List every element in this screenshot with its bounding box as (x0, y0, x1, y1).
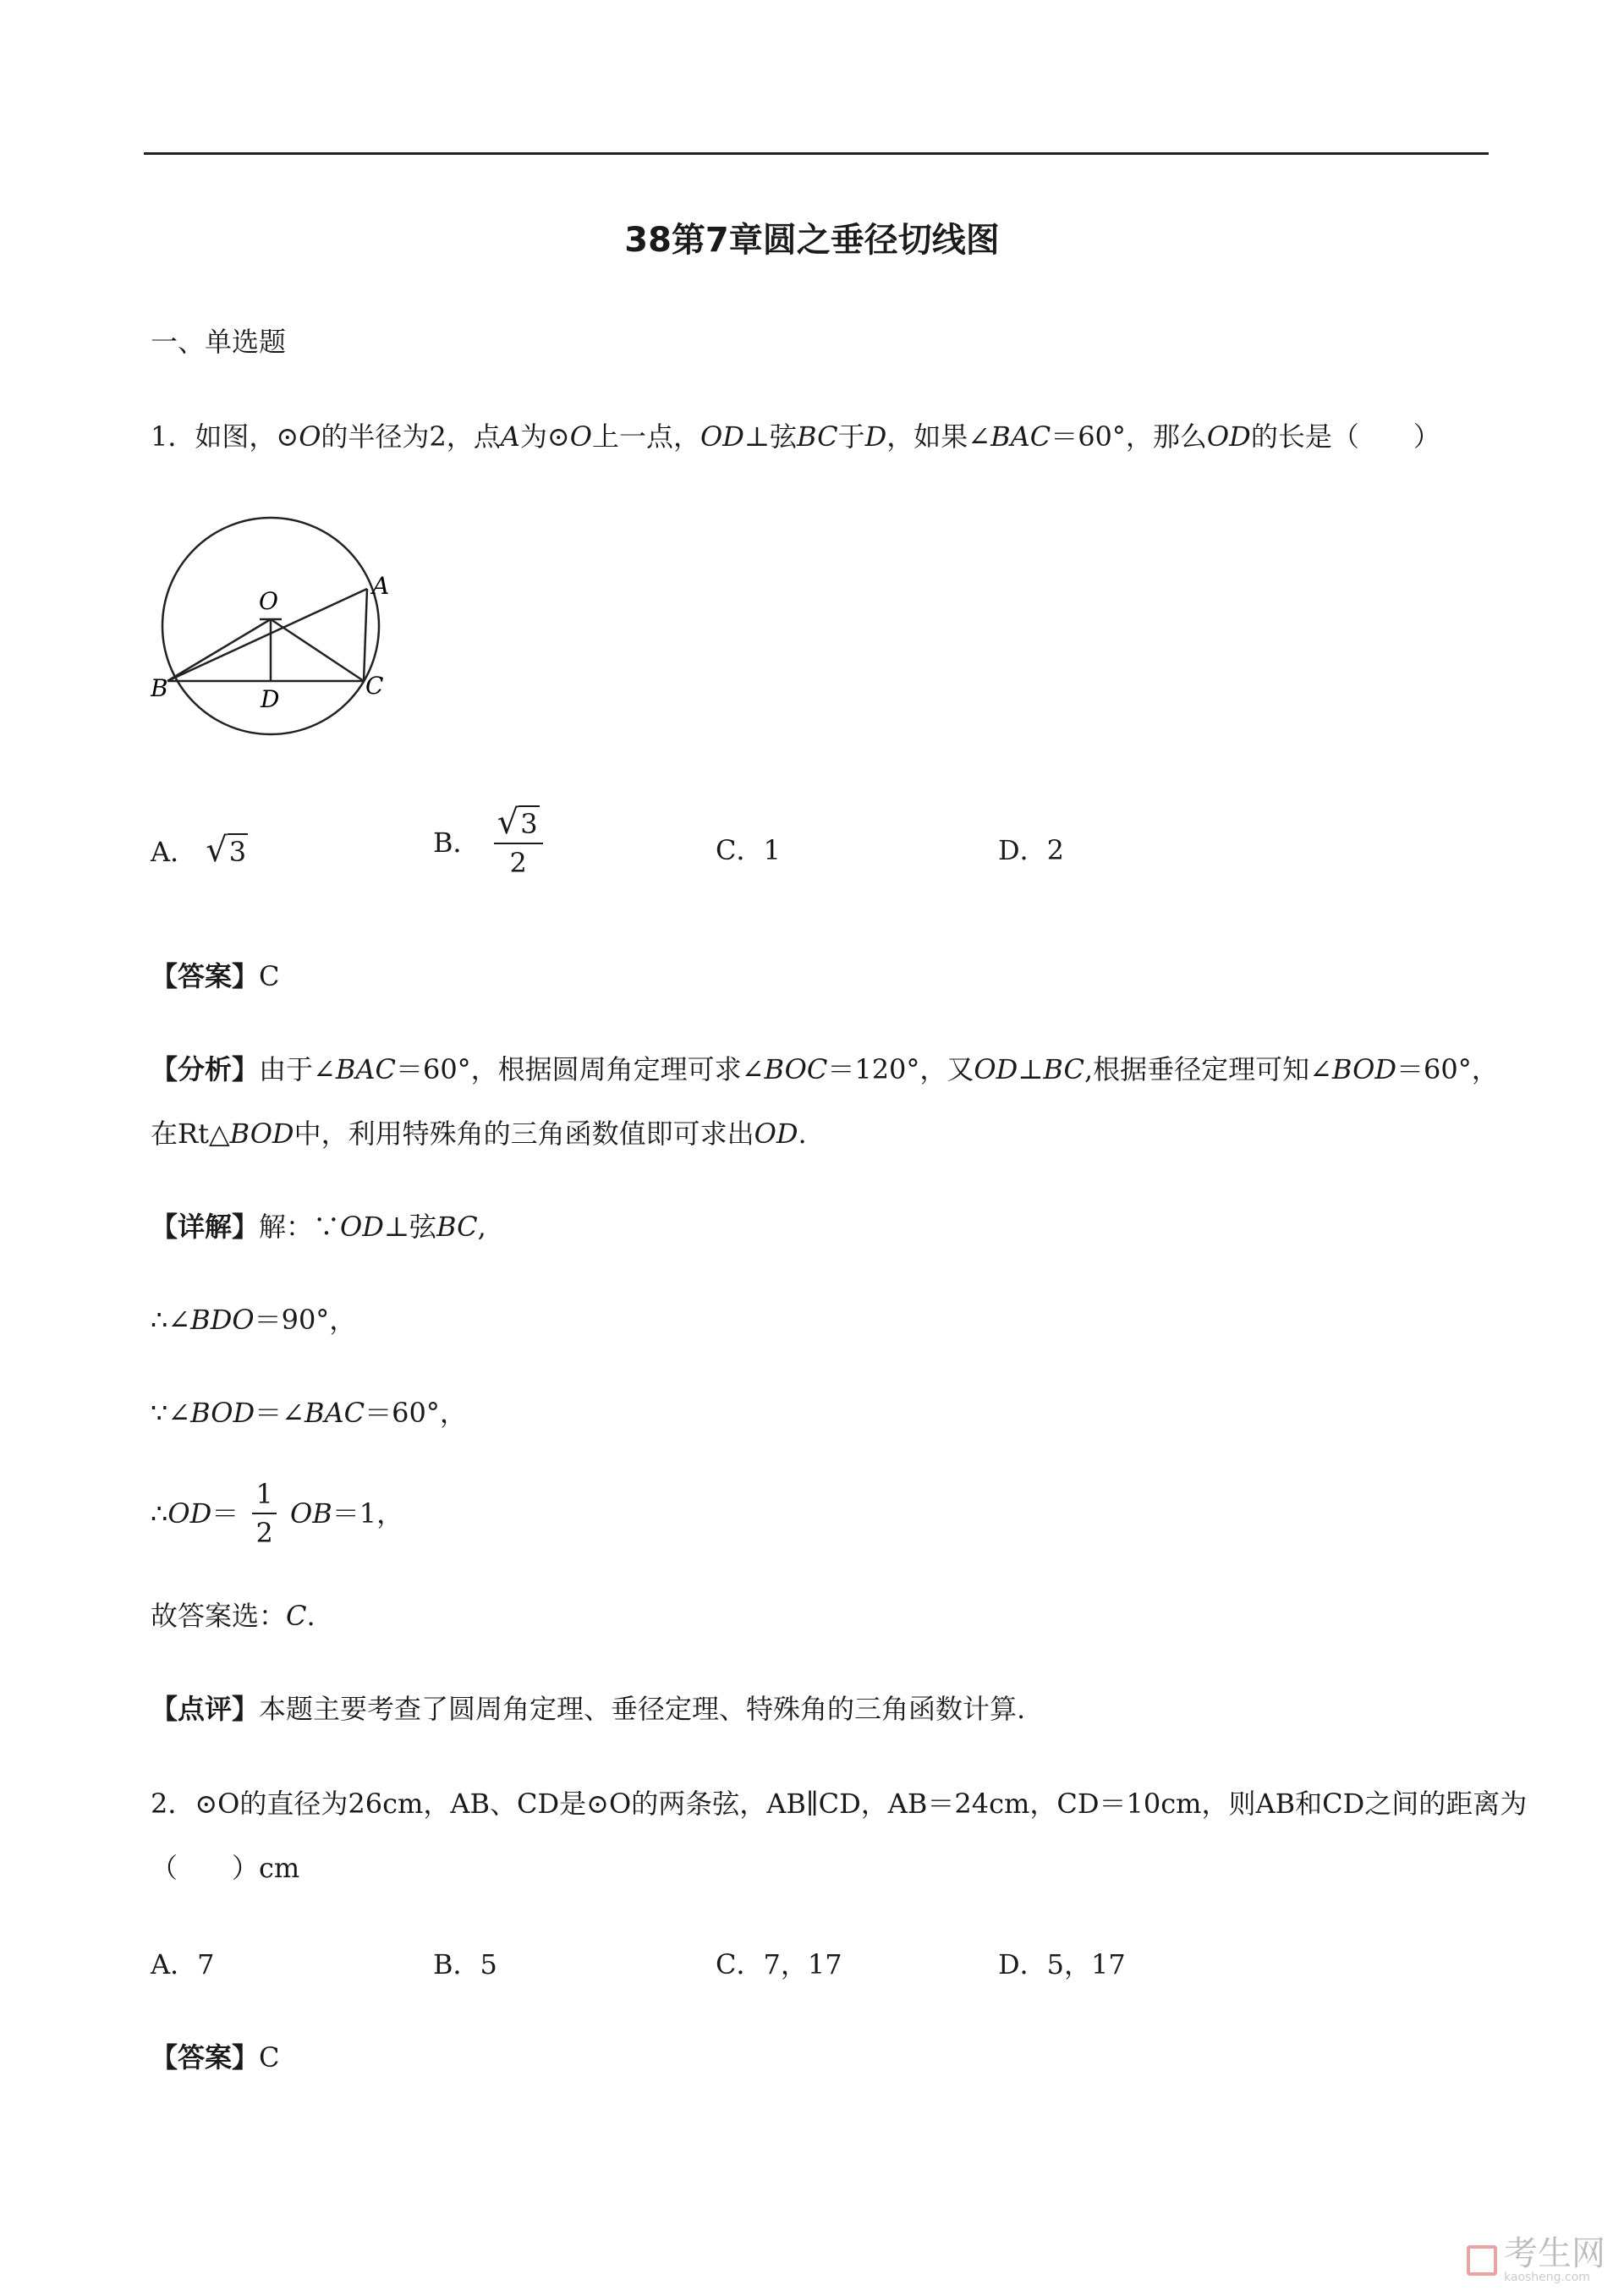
label-a: A (372, 572, 390, 600)
q1-option-d[interactable]: D．2 (998, 834, 1065, 866)
label-c: C (365, 672, 384, 700)
q2-option-d[interactable]: D．5，17 (998, 1948, 1126, 1980)
q1-option-a[interactable]: A． √ 3 (151, 831, 247, 870)
q2-option-c[interactable]: C．7，17 (716, 1948, 842, 1980)
q2-stem-line1: 2．⊙O的直径为26cm，AB、CD是⊙O的两条弦，AB∥CD，AB＝24cm，CD＝10cm，则AB和CD之间的距离为 (151, 1788, 1528, 1820)
segment-oc (271, 619, 364, 681)
section-heading: 一、单选题 (151, 326, 287, 358)
q1-detail-line1: 【详解】解：∵OD⊥弦BC, (151, 1211, 486, 1243)
sqrt-3: √ 3 (206, 831, 247, 870)
segment-ob (167, 619, 271, 681)
q2-stem-line2: （ ）cm (151, 1852, 300, 1884)
q2-option-b[interactable]: B．5 (433, 1948, 497, 1980)
q1-analysis-line2: 在Rt△BOD中，利用特殊角的三角函数值即可求出OD. (151, 1118, 807, 1150)
q1-detail-step2: ∴∠BDO＝90°， (151, 1304, 357, 1336)
label-d: D (261, 685, 280, 713)
q1-option-c[interactable]: C．1 (716, 834, 781, 866)
q1-detail-step3: ∵∠BOD＝∠BAC＝60°， (151, 1397, 467, 1429)
q1-review: 【点评】本题主要考查了圆周角定理、垂径定理、特殊角的三角函数计算. (151, 1693, 1026, 1725)
label-b: B (151, 674, 168, 702)
label-o: O (259, 587, 278, 615)
fraction-one-half: $\frac{1}{2}$ (252, 1475, 276, 1552)
q2-option-a[interactable]: A．7 (151, 1948, 215, 1980)
q2-answer: 【答案】C (151, 2041, 280, 2074)
q1-detail-step4: ∴OD＝ $\frac{1}{2}$ OB＝1， (151, 1475, 403, 1552)
fraction-sqrt3-over-2: √ 3 2 (494, 804, 543, 882)
circle-geometry-figure (151, 516, 404, 736)
q1-stem: 1．如图，⊙O的半径为2，点A为⊙O上一点，OD⊥弦BC于D，如果∠BAC＝60°，那么OD的长是（ ） (151, 420, 1440, 453)
q1-analysis-line1: 【分析】由于∠BAC＝60°，根据圆周角定理可求∠BOC＝120°，又OD⊥BC,根据垂径定理可知∠BOD＝60°， (151, 1053, 1499, 1085)
header-rule (144, 152, 1489, 155)
watermark: 考生网 kaosheng.com (1467, 2237, 1605, 2284)
q1-conclusion: 故答案选：C. (151, 1600, 315, 1632)
q1-answer: 【答案】C (151, 960, 280, 992)
chord-ac (364, 589, 367, 681)
q1-option-b[interactable]: B． √ 3 2 (433, 804, 548, 882)
page-title: 38第7章圆之垂径切线图 (624, 221, 1000, 260)
watermark-logo-icon (1467, 2245, 1497, 2276)
